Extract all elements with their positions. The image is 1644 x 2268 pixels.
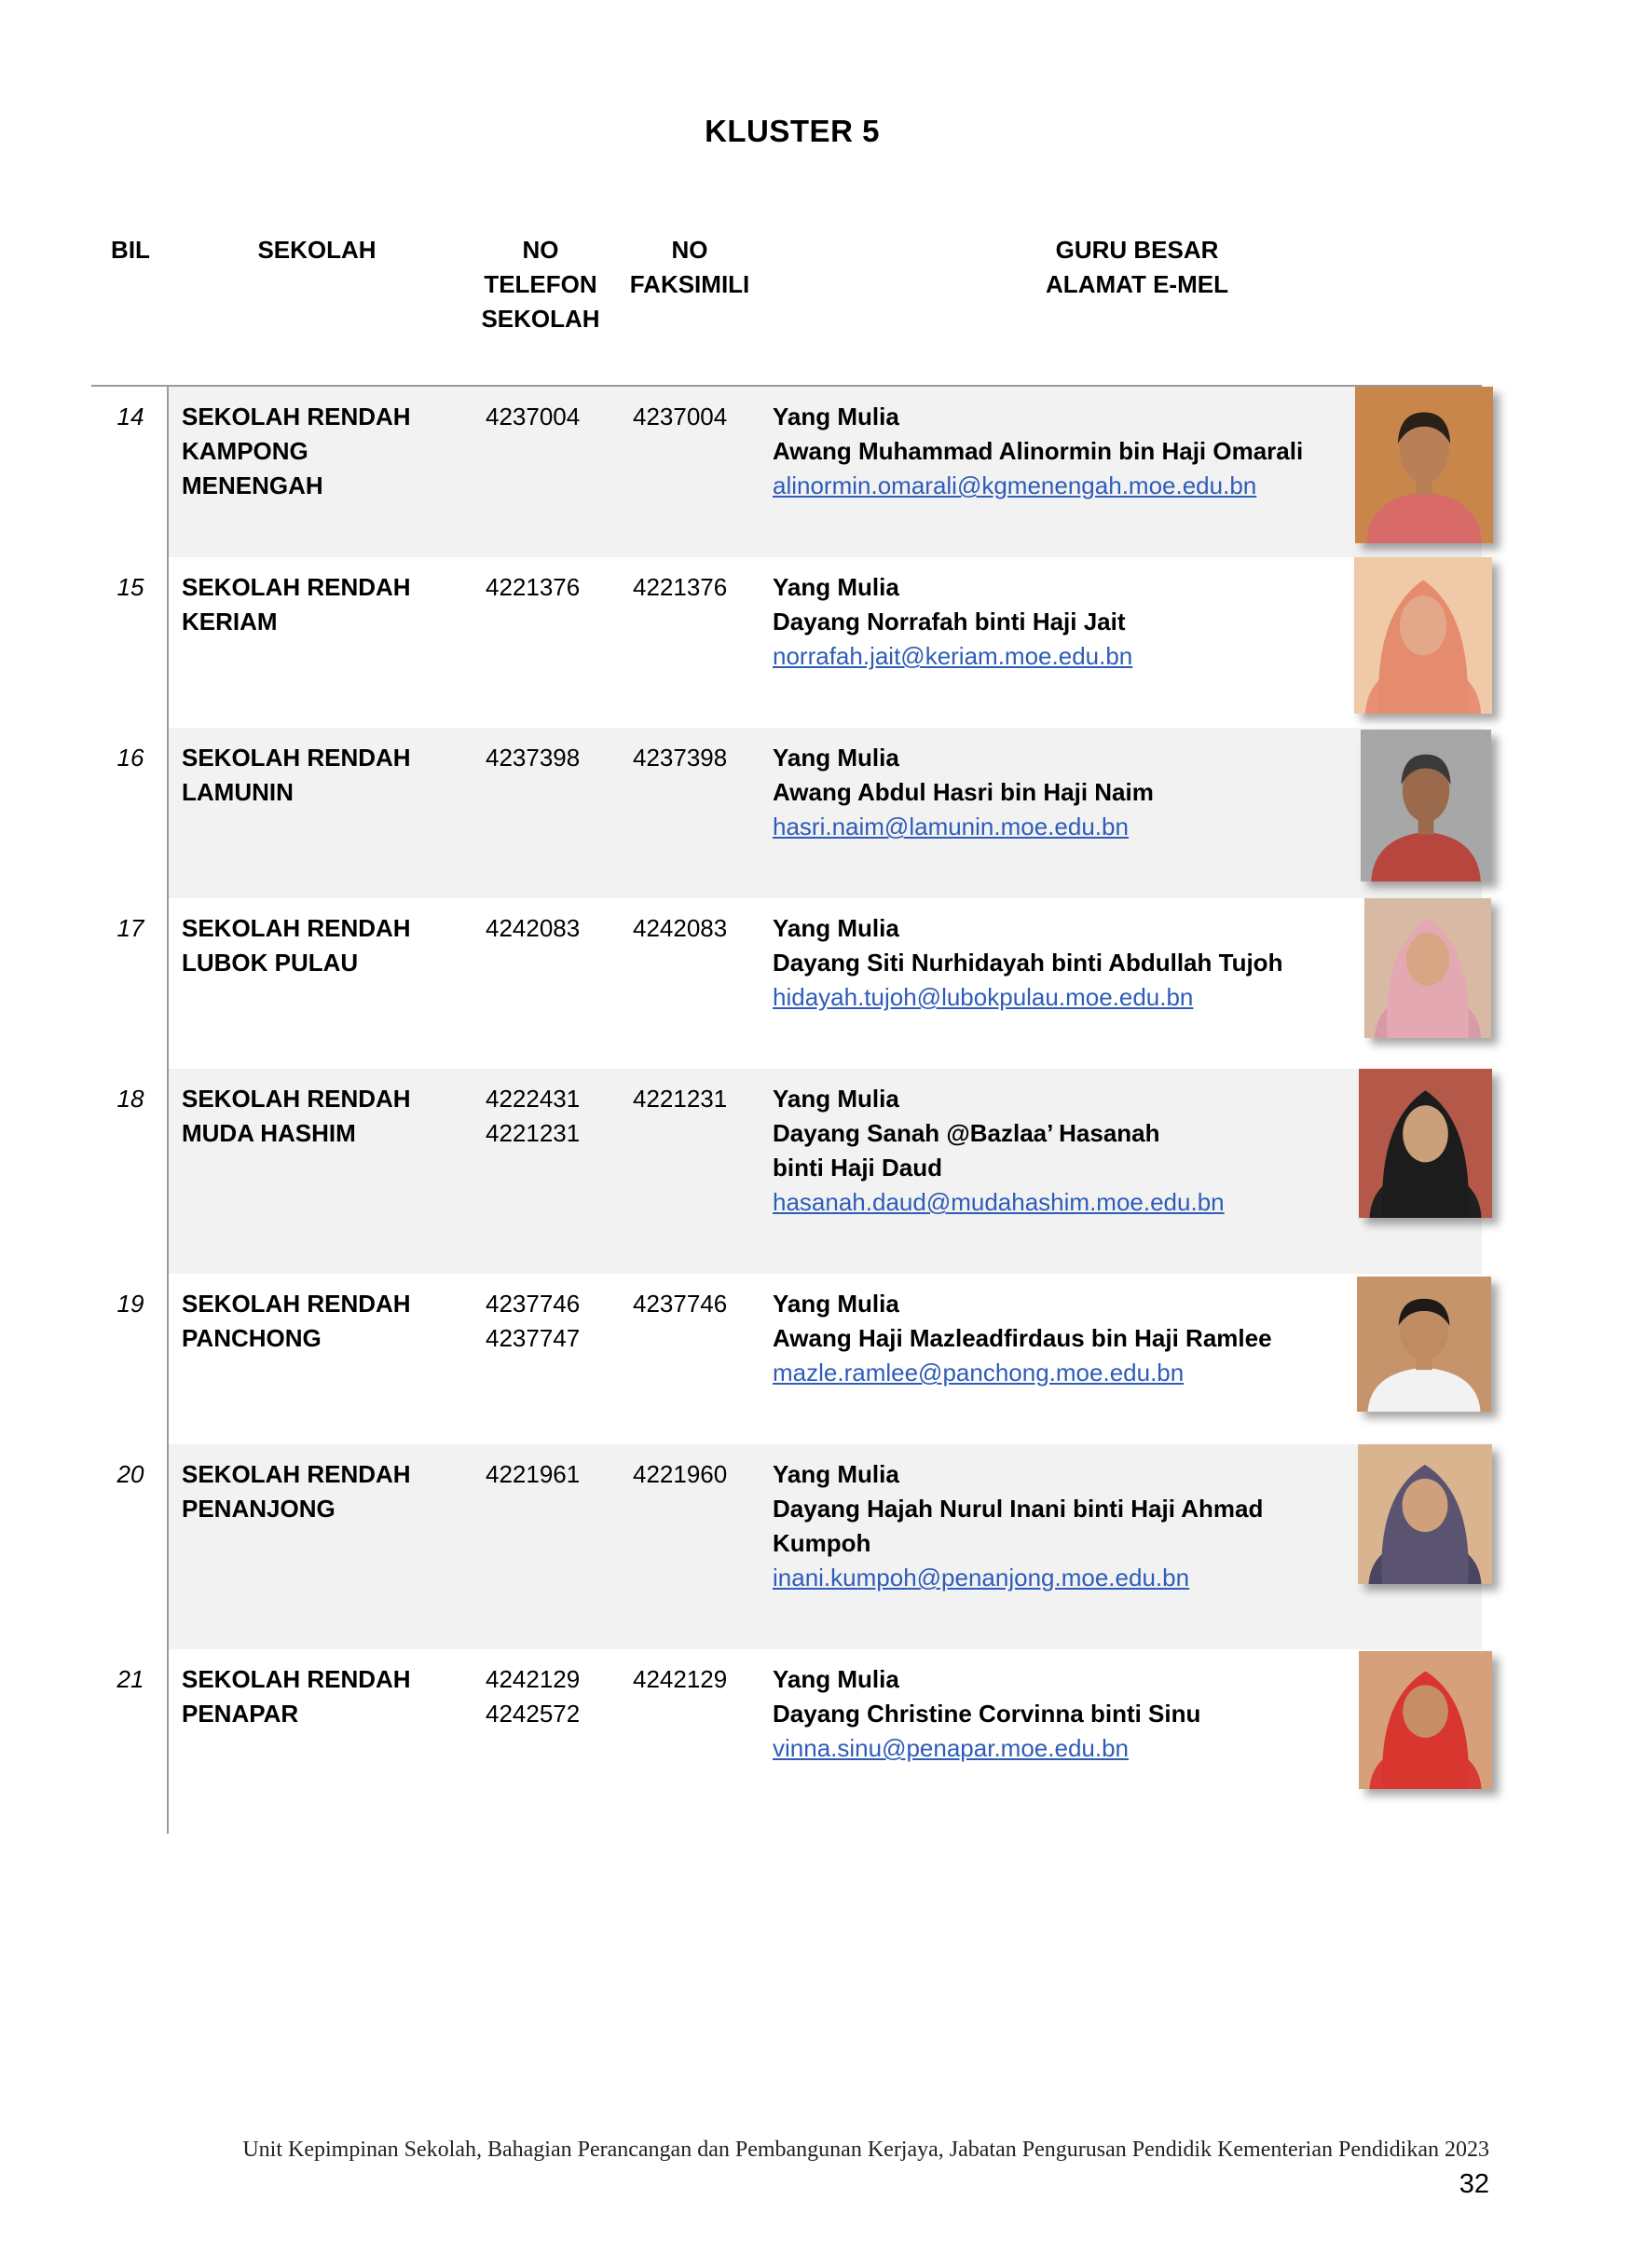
honorific: Yang Mulia [773, 744, 899, 772]
email-link[interactable]: hasri.naim@lamunin.moe.edu.bn [773, 813, 1129, 840]
table-row [116, 898, 1482, 1069]
head-teacher-name: Dayang Sanah @Bazlaa’ Hasanah [773, 1119, 1160, 1147]
honorific: Yang Mulia [773, 1290, 899, 1318]
telephone-line: 4221376 [486, 573, 581, 601]
school-name [182, 1457, 461, 1526]
table-left-rule [167, 385, 169, 1834]
email-link[interactable]: alinormin.omarali@kgmenengah.moe.edu.bn [773, 471, 1257, 499]
row-number: 20 [116, 1460, 144, 1488]
email-link[interactable]: hidayah.tujoh@lubokpulau.moe.edu.bn [773, 983, 1194, 1011]
table-row [116, 1444, 1482, 1649]
head-teacher-name: Kumpoh [773, 1529, 871, 1557]
school-name [182, 911, 461, 980]
school-name-line: PENAPAR [182, 1700, 299, 1728]
telephone-line: 4237398 [486, 744, 581, 772]
telephone-line: 4242572 [486, 1700, 581, 1728]
head-teacher-photo [1354, 557, 1492, 714]
head-teacher-photo [1357, 1277, 1491, 1412]
school-name-line: SEKOLAH RENDAH [182, 1665, 411, 1693]
row-number: 14 [116, 403, 144, 430]
telephone-number [486, 400, 607, 434]
honorific: Yang Mulia [773, 403, 899, 430]
row-number: 15 [116, 573, 144, 601]
school-name [182, 741, 461, 810]
school-name-line: KERIAM [182, 608, 278, 635]
head-teacher-photo [1361, 730, 1491, 881]
telephone-line: 4242129 [486, 1665, 581, 1693]
page-number: 32 [1459, 2169, 1489, 2199]
head-teacher-name: binti Haji Daud [773, 1154, 942, 1182]
fax-number: 4221960 [633, 1460, 728, 1488]
row-number: 16 [116, 744, 144, 772]
page-footer: Unit Kepimpinan Sekolah, Bahagian Perancangan dan Pembangunan Kerjaya, Jabatan Pengurusan Pendidik Kementerian Pendidikan 2023 [242, 2138, 1489, 2162]
telephone-line: 4237004 [486, 403, 581, 430]
school-name [182, 570, 461, 639]
school-name-line: LAMUNIN [182, 778, 294, 806]
school-name-line: SEKOLAH RENDAH [182, 573, 411, 601]
school-name-line: SEKOLAH RENDAH [182, 744, 411, 772]
school-name [182, 1662, 461, 1731]
telephone-line: 4222431 [486, 1085, 581, 1113]
portrait-icon [1361, 730, 1491, 881]
telephone-number [486, 1662, 607, 1731]
school-name-line: SEKOLAH RENDAH [182, 1290, 411, 1318]
table-row [116, 1069, 1482, 1274]
head-teacher-photo [1359, 1651, 1492, 1789]
head-teacher-photo [1358, 1444, 1492, 1584]
table-row [116, 728, 1482, 898]
column-header-faksimili-line: NO [671, 236, 708, 264]
telephone-line: 4221961 [486, 1460, 581, 1488]
column-header-guru-line: GURU BESAR [1055, 236, 1219, 264]
row-number: 18 [116, 1085, 144, 1113]
column-header-telefon-line: TELEFON [484, 270, 597, 298]
column-header-guru-besar [774, 233, 1500, 302]
telephone-number [486, 570, 607, 605]
head-teacher-name: Awang Muhammad Alinormin bin Haji Omarali [773, 437, 1304, 465]
telephone-number [486, 741, 607, 775]
column-header-sekolah: SEKOLAH [257, 236, 377, 264]
honorific: Yang Mulia [773, 1460, 899, 1488]
page-title: KLUSTER 5 [705, 114, 880, 148]
school-name-line: SEKOLAH RENDAH [182, 914, 411, 942]
head-teacher-name: Awang Haji Mazleadfirdaus bin Haji Ramlee [773, 1324, 1272, 1352]
head-teacher-photo [1364, 898, 1491, 1038]
email-link[interactable]: inani.kumpoh@penanjong.moe.edu.bn [773, 1564, 1190, 1592]
head-teacher-name: Dayang Christine Corvinna binti Sinu [773, 1700, 1201, 1728]
table-row [116, 387, 1482, 557]
fax-number: 4221231 [633, 1085, 728, 1113]
email-link[interactable]: hasanah.daud@mudahashim.moe.edu.bn [773, 1188, 1225, 1216]
column-header-telefon [475, 233, 606, 336]
honorific: Yang Mulia [773, 573, 899, 601]
school-name [182, 400, 461, 503]
head-teacher-name: Dayang Hajah Nurul Inani binti Haji Ahmad [773, 1495, 1264, 1523]
portrait-icon [1364, 898, 1491, 1038]
school-name-line: PENANJONG [182, 1495, 336, 1523]
table-row [116, 1649, 1482, 1834]
telephone-number [486, 911, 607, 946]
table-row [116, 1274, 1482, 1444]
honorific: Yang Mulia [773, 1085, 899, 1113]
school-name-line: KAMPONG [182, 437, 308, 465]
email-link[interactable]: norrafah.jait@keriam.moe.edu.bn [773, 642, 1133, 670]
telephone-number [486, 1457, 607, 1492]
honorific: Yang Mulia [773, 914, 899, 942]
portrait-icon [1359, 1069, 1492, 1218]
email-link[interactable]: vinna.sinu@penapar.moe.edu.bn [773, 1734, 1130, 1762]
fax-number: 4237746 [633, 1290, 728, 1318]
head-teacher-photo [1359, 1069, 1492, 1218]
column-header-faksimili-line: FAKSIMILI [629, 270, 750, 298]
row-number: 21 [116, 1665, 144, 1693]
school-name [182, 1287, 461, 1356]
portrait-icon [1358, 1444, 1492, 1584]
head-teacher-photo [1355, 387, 1493, 543]
row-number: 19 [116, 1290, 144, 1318]
head-teacher-name: Dayang Norrafah binti Haji Jait [773, 608, 1126, 635]
school-name-line: SEKOLAH RENDAH [182, 1085, 411, 1113]
telephone-number [486, 1082, 607, 1151]
telephone-number [486, 1287, 607, 1356]
portrait-icon [1359, 1651, 1492, 1789]
table-row [116, 557, 1482, 728]
portrait-icon [1354, 557, 1492, 714]
school-name-line: MENENGAH [182, 471, 323, 499]
email-link[interactable]: mazle.ramlee@panchong.moe.edu.bn [773, 1359, 1185, 1387]
head-teacher-name: Dayang Siti Nurhidayah binti Abdullah Tujoh [773, 949, 1283, 977]
column-header-guru-line: ALAMAT E-MEL [1046, 270, 1228, 298]
column-header-telefon-line: NO [522, 236, 559, 264]
row-number: 17 [116, 914, 144, 942]
portrait-icon [1355, 387, 1493, 543]
fax-number: 4237004 [633, 403, 728, 430]
school-name-line: MUDA HASHIM [182, 1119, 356, 1147]
fax-number: 4237398 [633, 744, 728, 772]
honorific: Yang Mulia [773, 1665, 899, 1693]
telephone-line: 4237746 [486, 1290, 581, 1318]
portrait-icon [1357, 1277, 1491, 1412]
fax-number: 4242129 [633, 1665, 728, 1693]
school-name [182, 1082, 461, 1151]
column-header-faksimili [620, 233, 760, 302]
telephone-line: 4237747 [486, 1324, 581, 1352]
school-name-line: PANCHONG [182, 1324, 322, 1352]
head-teacher-name: Awang Abdul Hasri bin Haji Naim [773, 778, 1154, 806]
school-name-line: LUBOK PULAU [182, 949, 359, 977]
column-header-telefon-line: SEKOLAH [481, 305, 600, 333]
fax-number: 4242083 [633, 914, 728, 942]
school-name-line: SEKOLAH RENDAH [182, 1460, 411, 1488]
school-name-line: SEKOLAH RENDAH [182, 403, 411, 430]
telephone-line: 4242083 [486, 914, 581, 942]
fax-number: 4221376 [633, 573, 728, 601]
telephone-line: 4221231 [486, 1119, 581, 1147]
column-header-bil: BIL [111, 236, 150, 264]
